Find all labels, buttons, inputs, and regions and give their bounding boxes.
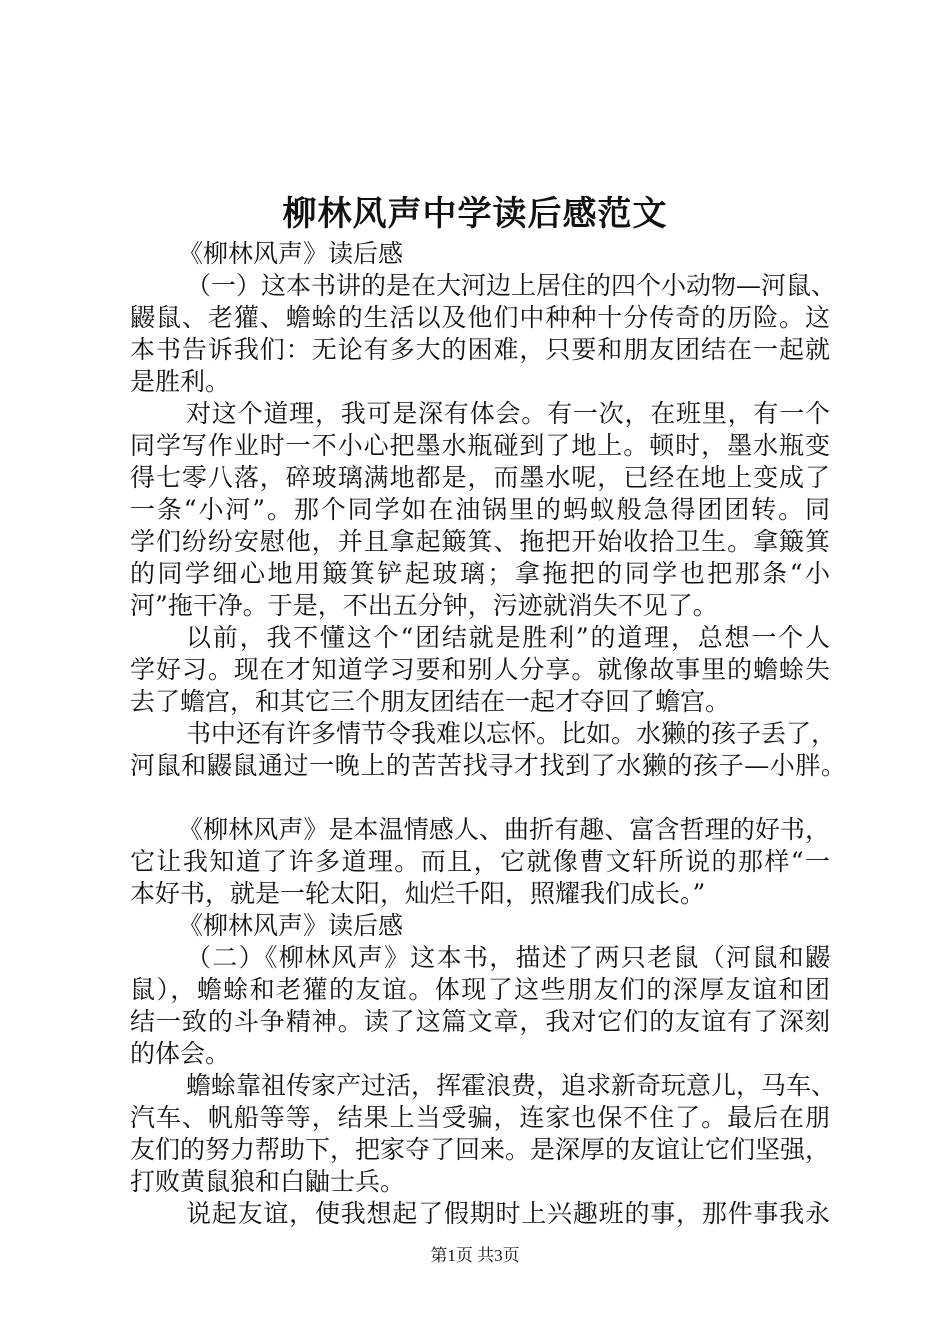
- text-line: 学好习。现在才知道学习要和别人分享。就像故事里的蟾蜍失: [130, 655, 830, 684]
- text-line: 书中还有许多情节令我难以忘怀。比如。水獭的孩子丢了，: [186, 719, 837, 748]
- text-line: 同学写作业时一不小心把墨水瓶碰到了地上。顿时，墨水瓶变: [130, 431, 830, 460]
- text-line: 它让我知道了许多道理。而且，它就像曹文轩所说的那样“一: [130, 847, 830, 876]
- text-line: 蟾蜍靠祖传家产过活，挥霍浪费，追求新奇玩意儿，马车、: [186, 1071, 837, 1100]
- text-line: 本好书，就是一轮太阳，灿烂千阳，照耀我们成长。”: [130, 879, 706, 908]
- text-line: 河鼠和鼹鼠通过一晚上的苦苦找寻才找到了水獭的孩子—小胖。: [130, 751, 846, 780]
- text-line: 汽车、帆船等等，结果上当受骗，连家也保不住了。最后在朋: [130, 1103, 830, 1132]
- page-footer: 第1页 共3页: [430, 1246, 520, 1265]
- text-line: 鼹鼠、老獾、蟾蜍的生活以及他们中种种十分传奇的历险。这: [130, 303, 830, 332]
- text-line: 《柳林风声》是本温情感人、曲折有趣、富含哲理的好书，: [178, 815, 830, 844]
- text-line: 对这个道理，我可是深有体会。有一次，在班里，有一个: [186, 399, 830, 428]
- text-line: （二）《柳林风声》这本书，描述了两只老鼠（河鼠和鼹: [186, 943, 830, 972]
- page-title: 柳林风声中学读后感范文: [282, 194, 668, 234]
- text-line: 打败黄鼠狼和白鼬士兵。: [130, 1167, 406, 1196]
- text-line: 学们纷纷安慰他，并且拿起簸箕、拖把开始收拾卫生。拿簸箕: [130, 527, 830, 556]
- text-line: 是胜利。: [130, 367, 231, 396]
- text-line: 去了蟾宫，和其它三个朋友团结在一起才夺回了蟾宫。: [130, 687, 731, 716]
- text-line: 一条“小河”。那个同学如在油锅里的蚂蚁般急得团团转。同: [130, 495, 830, 524]
- text-line: 友们的努力帮助下，把家夺了回来。是深厚的友谊让它们坚强，: [130, 1135, 831, 1164]
- section-heading-1: 《柳林风声》读后感: [178, 239, 404, 268]
- text-line: 结一致的斗争精神。读了这篇文章，我对它们的友谊有了深刻: [130, 1007, 830, 1036]
- text-line: 的同学细心地用簸箕铲起玻璃；拿拖把的同学也把那条“小: [130, 559, 830, 588]
- text-line: 得七零八落，碎玻璃满地都是，而墨水呢，已经在地上变成了: [130, 463, 830, 492]
- text-line: 以前，我不懂这个“团结就是胜利”的道理，总想一个人: [186, 623, 830, 652]
- text-line: （一）这本书讲的是在大河边上居住的四个小动物—河鼠、: [186, 271, 837, 300]
- section-heading-2: 《柳林风声》读后感: [178, 911, 404, 940]
- text-line: 的体会。: [130, 1039, 231, 1068]
- text-line: 本书告诉我们：无论有多大的困难，只要和朋友团结在一起就: [130, 335, 830, 364]
- text-line: 鼠），蟾蜍和老獾的友谊。体现了这些朋友们的深厚友谊和团: [130, 975, 830, 1004]
- text-line: 河”拖干净。于是，不出五分钟，污迹就消失不见了。: [130, 591, 718, 620]
- text-line: 说起友谊，使我想起了假期时上兴趣班的事，那件事我永: [186, 1199, 830, 1228]
